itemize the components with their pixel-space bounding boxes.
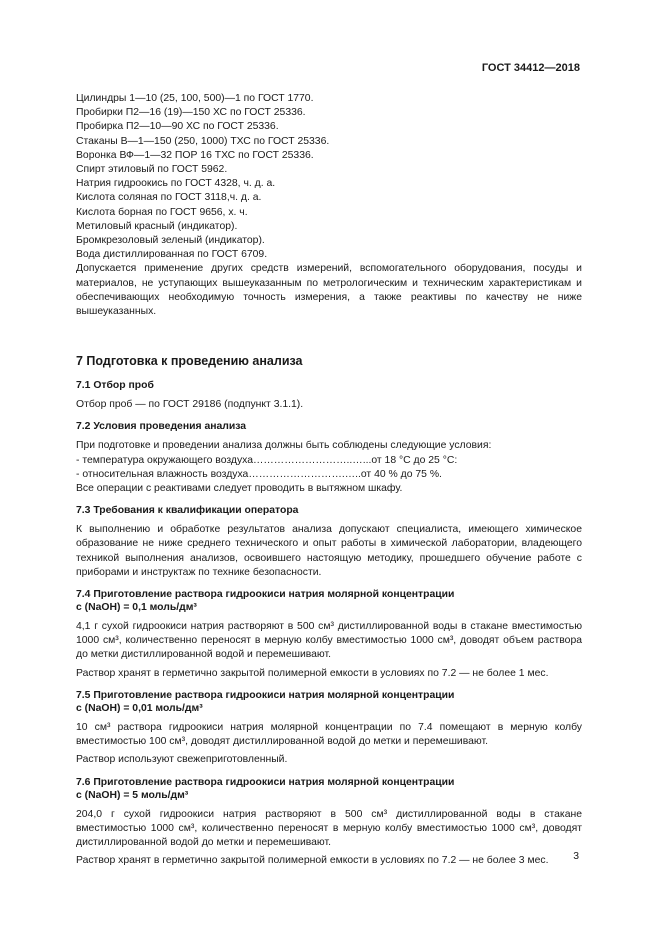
permission-paragraph: Допускается применение других средств измерений, вспомогательного оборудования, посуды и материалов, не уступающих вышеуказанным по метрологическим и техническим характеристикам и обеспечивающих необходимую точность измерения, а также реактивы по качеству не ниже вышеуказанных. <box>76 263 582 318</box>
list-item: Спирт этиловый по ГОСТ 5962. <box>76 164 228 176</box>
section-7-6-title <box>76 776 582 802</box>
list-item: Кислота соляная по ГОСТ 3118,ч. д. а. <box>76 192 262 204</box>
list-item: Пробирки П2—16 (19)—150 ХС по ГОСТ 25336. <box>76 107 306 119</box>
section-7-1-title: 7.1 Отбор проб <box>76 380 154 392</box>
section-7-1-text: Отбор проб — по ГОСТ 29186 (подпункт 3.1.1). <box>76 399 304 411</box>
section-7-5-title-line2: c (NaOH) = 0,01 моль/дм³ <box>76 702 203 714</box>
section-7-2-title: 7.2 Условия проведения анализа <box>76 421 247 433</box>
condition-temperature: - температура окружающего воздуха………………………..…...от 18 °С до 25 °С: <box>76 454 458 466</box>
section-7-3-text: К выполнению и обработке результатов анализа допускают специалиста, имеющего химическое образование не ниже среднего технического и опыт работы в химической лаборатории, владеющего техникой выполнения анализов, освоившего настоящую методику, прошедшего обучение работе с приборами и инструктаж по технике безопасности. <box>76 524 582 578</box>
list-item: Метиловый красный (индикатор). <box>76 220 238 232</box>
page-number: 3 <box>573 851 579 862</box>
section-7-4-title-line1: 7.4 Приготовление раствора гидроокиси натрия молярной концентрации <box>76 589 455 601</box>
section-7-6-title-line2: c (NaOH) = 5 моль/дм³ <box>76 789 189 801</box>
section-7-4-title <box>76 588 582 614</box>
section-7-2-intro: При подготовке и проведении анализа должны быть соблюдены следующие условия: <box>76 440 492 452</box>
document-id: ГОСТ 34412—2018 <box>481 62 580 74</box>
section-7-5-storage: Раствор используют свежеприготовленный. <box>76 754 288 766</box>
section-7-title: 7 Подготовка к проведению анализа <box>76 354 303 369</box>
section-7-5-title-line1: 7.5 Приготовление раствора гидроокиси натрия молярной концентрации <box>76 689 455 701</box>
list-item: Пробирка П2—10—90 ХС по ГОСТ 25336. <box>76 121 279 133</box>
list-item: Цилиндры 1—10 (25, 100, 500)—1 по ГОСТ 1770. <box>76 93 314 104</box>
section-7-5-title <box>76 689 582 715</box>
section-7-4-title-line2: c (NaOH) = 0,1 моль/дм³ <box>76 602 197 614</box>
section-7-6-text: 204,0 г сухой гидроокиси натрия растворяют в 500 см³ дистиллированной воды в стакане вместимостью 1000 см³, количественно переносят в мерную колбу вместимостью 1000 см³, доводят дистиллированной водой до метки и перемешивают. <box>76 808 582 848</box>
section-7-3-title: 7.3 Требования к квалификации оператора <box>76 505 299 517</box>
section-7-4-storage: Раствор хранят в герметично закрытой полимерной емкости в условиях по 7.2 — не более 1 мес. <box>76 667 549 679</box>
section-7-5-text: 10 см³ раствора гидроокиси натрия молярной концентрации по 7.4 помещают в мерную колбу вместимостью 100 см³, доводят дистиллированной водой до метки и перемешивают. <box>76 721 582 748</box>
list-item: Натрия гидроокись по ГОСТ 4328, ч. д. а. <box>76 178 276 190</box>
list-item: Стаканы В—1—150 (250, 1000) ТХС по ГОСТ 25336. <box>76 135 330 147</box>
document-body <box>76 92 582 868</box>
section-7-6-storage: Раствор хранят в герметично закрытой полимерной емкости в условиях по 7.2 — не более 3 мес. <box>76 855 549 867</box>
list-item: Воронка ВФ—1—32 ПОР 16 ТХС по ГОСТ 25336. <box>76 149 314 161</box>
equipment-list <box>76 92 582 262</box>
section-7-6-title-line1: 7.6 Приготовление раствора гидроокиси натрия молярной концентрации <box>76 776 455 788</box>
section-7-4-text: 4,1 г сухой гидроокиси натрия растворяют в 500 см³ дистиллированной воды в стакане вместимостью 1000 см³, количественно переносят в мерную колбу вместимостью 1000 см³, доводят объем раствора до метки дистиллированной водой и перемешивают. <box>76 621 582 661</box>
condition-humidity: - относительная влажность воздуха……………………….…..от 40 % до 75 %. <box>76 468 442 480</box>
list-item: Вода дистиллированная по ГОСТ 6709. <box>76 249 268 261</box>
list-item: Бромкрезоловый зеленый (индикатор). <box>76 235 265 247</box>
list-item: Кислота борная по ГОСТ 9656, х. ч. <box>76 206 248 218</box>
section-7-2-note: Все операции с реактивами следует проводить в вытяжном шкафу. <box>76 483 403 495</box>
